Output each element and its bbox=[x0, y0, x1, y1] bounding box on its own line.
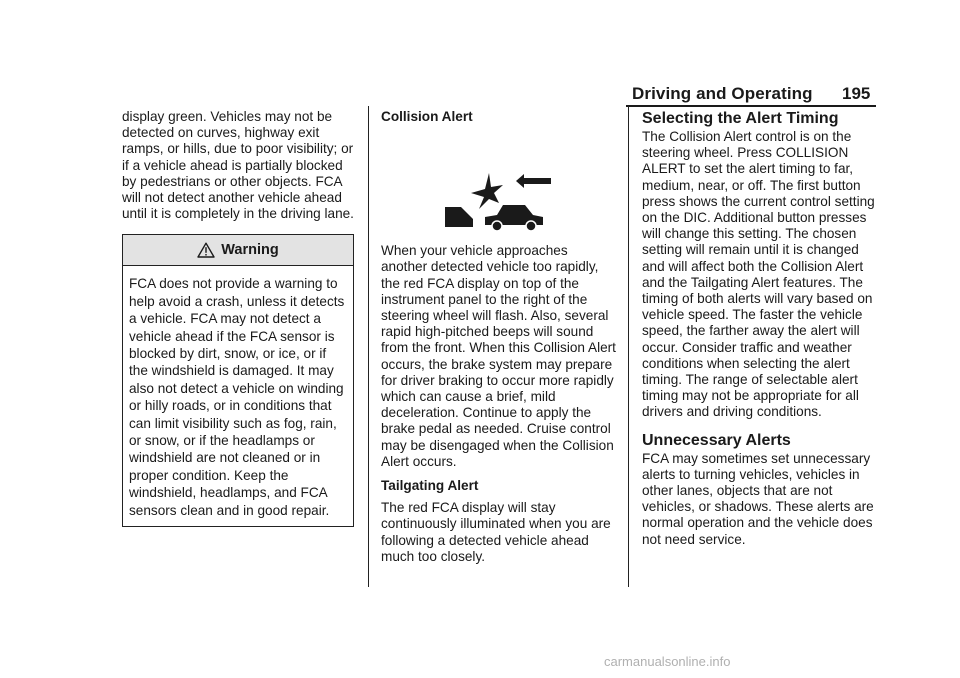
column-3 bbox=[642, 109, 878, 548]
watermark: carmanualsonline.info bbox=[604, 654, 731, 669]
alert-timing-heading: Selecting the Alert Timing bbox=[642, 110, 839, 127]
unnecessary-alerts-paragraph: FCA may sometimes set unnecessary alerts to turning vehicles, vehicles in other lanes, objects that are not vehicles, or shadows. These alerts are normal operation and the vehicle does not need service. bbox=[642, 450, 874, 547]
warning-body: FCA does not provide a warning to help avoid a crash, unless it detects a vehicle. FCA may not detect a vehicle ahead if the FCA sensor is blocked by dirt, snow, or ice, or if the windshield is damaged. It may also not detect a vehicle on winding or hilly roads, or in conditions that can limit visibility such as fog, rain, or snow, or if the headlamps or windshield are not cleaned or in proper condition. Keep the windshield, headlamps, and FCA sensors clean and in good repair. bbox=[129, 276, 345, 518]
page-number: 195 bbox=[842, 84, 871, 103]
collision-alert-figure bbox=[381, 125, 617, 243]
unnecessary-alerts-heading: Unnecessary Alerts bbox=[642, 431, 791, 449]
column-2 bbox=[381, 109, 617, 565]
tailgating-alert-paragraph: The red FCA display will stay continuously illuminated when you are following a detected vehicle ahead much too closely. bbox=[381, 500, 611, 564]
intro-paragraph: display green. Vehicles may not be detected on curves, highway exit ramps, or hills, due to poor visibility; or if a vehicle ahead is partially blocked by pedestrians or other objects. FCA will not detect another vehicle ahead until it is completely in the driving lane. bbox=[122, 109, 354, 222]
collision-alert-symbol-icon bbox=[381, 125, 617, 243]
header-rule bbox=[626, 105, 876, 107]
warning-triangle-icon bbox=[197, 242, 215, 258]
column-divider-2 bbox=[628, 106, 629, 587]
warning-title: Warning bbox=[221, 242, 279, 259]
collision-alert-paragraph: When your vehicle approaches another detected vehicle too rapidly, the red FCA display on top of the instrument panel to the right of the steering wheel will flash. Also, several rapid high-pitched beeps will sound from the front. When this Collision Alert occurs, the brake system may prepare for driver braking to occur more rapidly which can cause a brief, mild deceleration. Continue to apply the brake pedal as needed. Cruise control may be disengaged when the Collision Alert occurs. bbox=[381, 243, 616, 469]
column-divider-1 bbox=[368, 106, 369, 587]
warning-header bbox=[123, 235, 353, 266]
collision-alert-title: Collision Alert bbox=[381, 109, 473, 124]
alert-timing-paragraph: The Collision Alert control is on the steering wheel. Press COLLISION ALERT to set the alert timing to far, medium, near, or off. The first button press shows the current control setting on the DIC. Additional button presses will change this setting. The chosen setting will remain until it is changed and will affect both the Collision Alert and the Tailgating Alert features. The timing of both alerts will vary based on vehicle speed. The faster the vehicle speed, the farther away the alert will occur. Consider traffic and weather conditions when selecting the alert timing. The range of selectable alert timing may not be appropriate for all drivers and driving conditions. bbox=[642, 129, 875, 420]
tailgating-alert-title: Tailgating Alert bbox=[381, 478, 479, 494]
warning-box bbox=[122, 234, 354, 527]
column-1 bbox=[122, 109, 354, 527]
section-title: Driving and Operating bbox=[632, 84, 813, 103]
